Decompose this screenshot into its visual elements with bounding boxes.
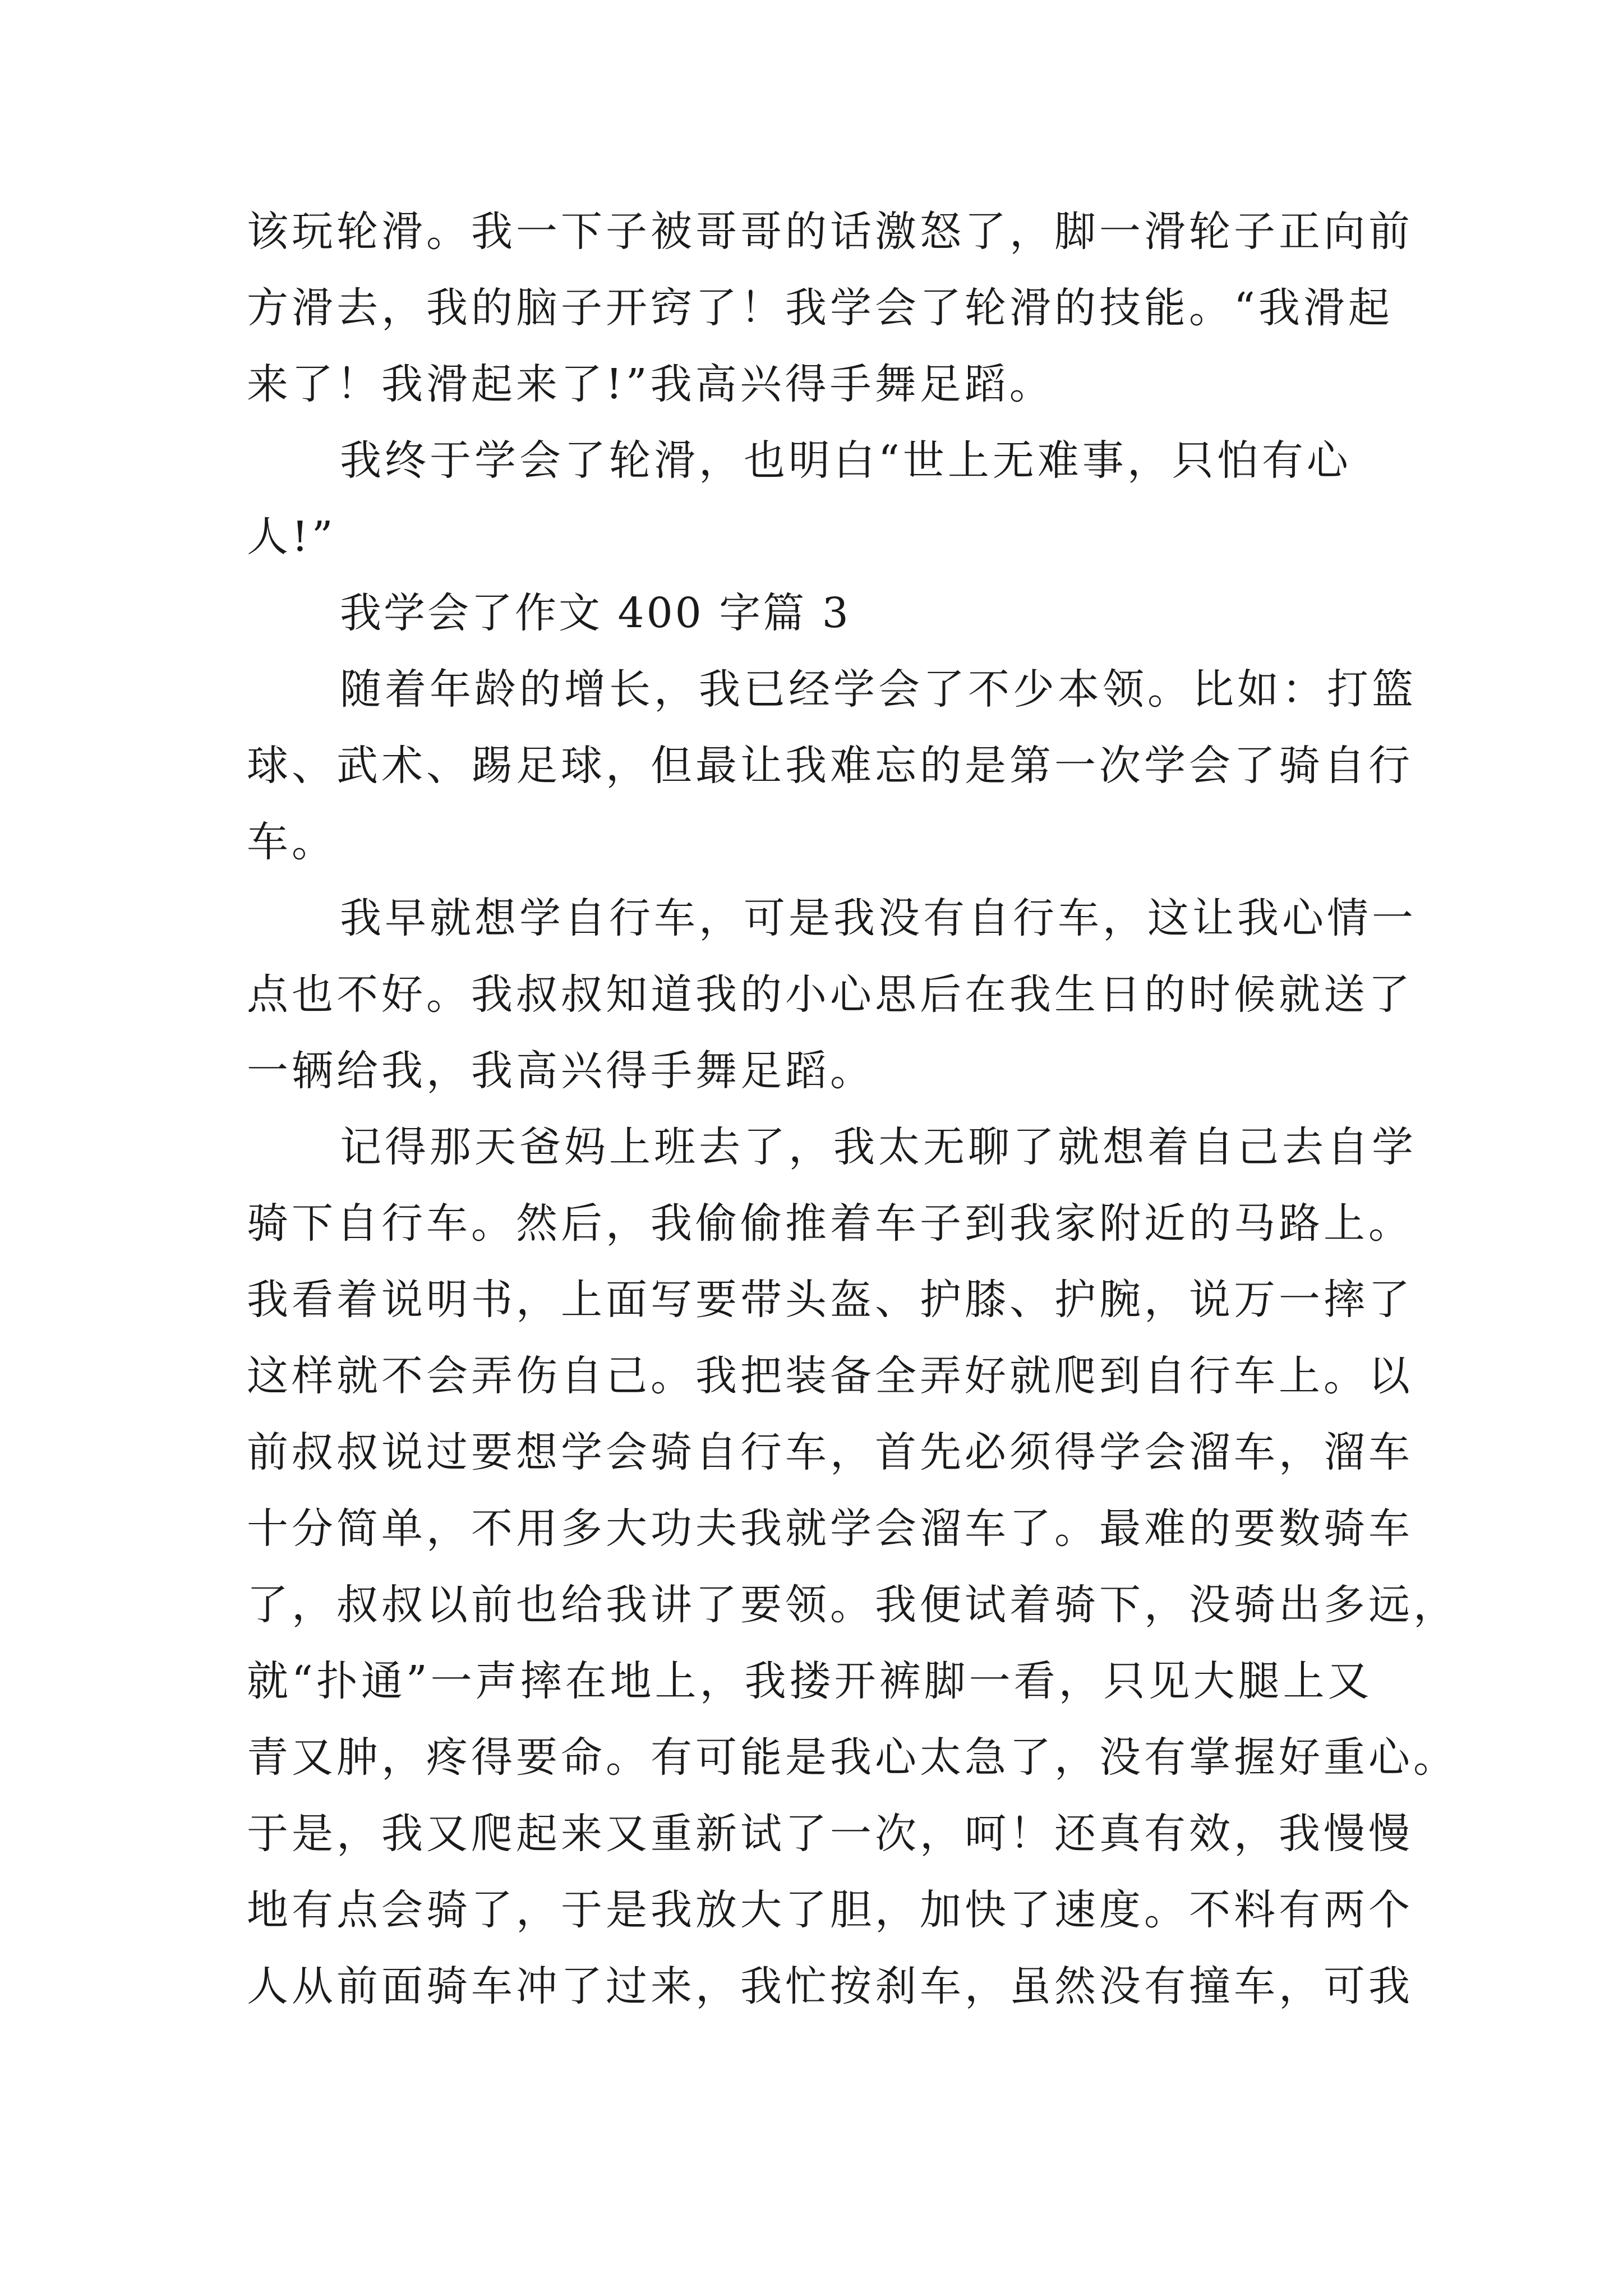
text-line: 青又肿，疼得要命。有可能是我心太急了，没有掌握好重心。: [247, 1733, 1458, 1782]
text-line: 我看着说明书，上面写要带头盔、护膝、护腕，说万一摔了: [247, 1276, 1413, 1324]
text-line: 人从前面骑车冲了过来，我忙按刹车，虽然没有撞车，可我: [247, 1962, 1413, 2010]
essay-body: [247, 194, 1458, 2024]
text-line: 骑下自行车。然后，我偷偷推着车子到我家附近的马路上。: [247, 1199, 1413, 1248]
text-line: 一辆给我，我高兴得手舞足蹈。: [247, 1047, 875, 1095]
text-line: 人!”: [247, 513, 336, 561]
text-line: 球、武术、踢足球，但最让我难忘的是第一次学会了骑自行: [247, 742, 1413, 790]
text-line: 点也不好。我叔叔知道我的小心思后在我生日的时候就送了: [247, 970, 1413, 1019]
text-line: 这样就不会弄伤自己。我把装备全弄好就爬到自行车上。以: [247, 1352, 1413, 1400]
paragraph-start: 记得那天爸妈上班去了，我太无聊了就想着自己去自学: [340, 1123, 1417, 1171]
text-line: 就“扑通”一声摔在地上，我搂开裤脚一看，只见大腿上又: [247, 1657, 1373, 1705]
text-line: 来了！我滑起来了!”我高兴得手舞足蹈。: [247, 360, 1054, 408]
text-line: 了，叔叔以前也给我讲了要领。我便试着骑下，没骑出多远，: [247, 1581, 1458, 1629]
text-line: 车。: [247, 818, 336, 866]
text-line: 该玩轮滑。我一下子被哥哥的话激怒了，脚一滑轮子正向前: [247, 208, 1413, 256]
text-line: 方滑去，我的脑子开窍了！我学会了轮滑的技能。“我滑起: [247, 284, 1393, 332]
text-line: 前叔叔说过要想学会骑自行车，首先必须得学会溜车，溜车: [247, 1428, 1413, 1476]
text-line: 于是，我又爬起来又重新试了一次，呵！还真有效，我慢慢: [247, 1810, 1413, 1858]
text-line: 地有点会骑了，于是我放大了胆，加快了速度。不料有两个: [247, 1886, 1413, 1934]
paragraph-start: 随着年龄的增长，我已经学会了不少本领。比如：打篮: [340, 665, 1417, 714]
text-line: 十分简单，不用多大功夫我就学会溜车了。最难的要数骑车: [247, 1504, 1413, 1553]
paragraph-start: 我早就想学自行车，可是我没有自行车，这让我心情一: [340, 894, 1417, 942]
paragraph-start: 我终于学会了轮滑，也明白“世上无难事，只怕有心: [340, 436, 1352, 485]
essay-heading: 我学会了作文 400 字篇 3: [340, 589, 851, 637]
